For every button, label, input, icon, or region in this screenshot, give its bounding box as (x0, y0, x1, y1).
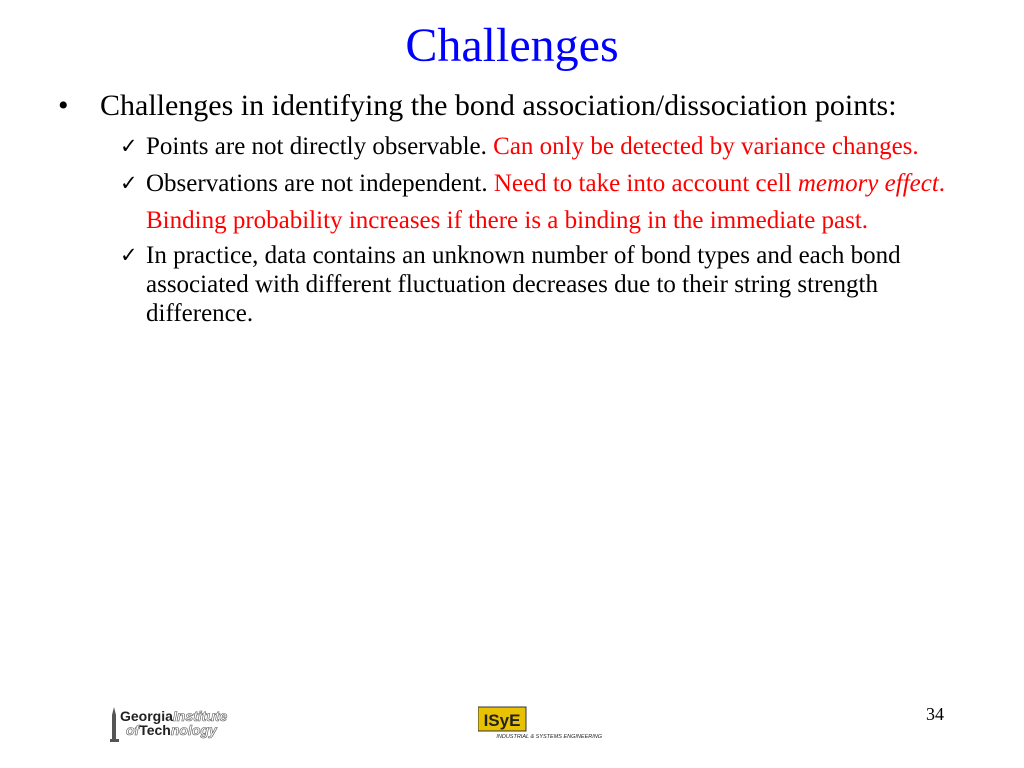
sub-bullet-3-text: In practice, data contains an unknown number of bond types and each bond associated with different fluctuation decreases due to their string strength difference. (146, 242, 901, 327)
sub-bullet-list (58, 128, 978, 328)
logo-institute: Institute (172, 708, 228, 724)
isye-logo (478, 703, 602, 741)
logo-nology: nology (170, 722, 217, 738)
memory-effect-term: memory effect (797, 170, 939, 197)
sub-bullet-3 (120, 241, 978, 328)
slide-content (58, 90, 978, 328)
checkmark-icon: ✓ (120, 134, 138, 158)
logo-of: of (126, 722, 140, 738)
georgia-tech-logo (108, 697, 260, 743)
bullet-marker: • (58, 89, 69, 122)
sub-bullet-1-emphasis: Can only be detected by variance changes. (493, 133, 919, 160)
checkmark-icon: ✓ (120, 243, 138, 267)
sub-bullet-2 (120, 165, 978, 239)
logo-tech: Tech (139, 722, 171, 738)
checkmark-icon: ✓ (120, 171, 138, 195)
sub-bullet-2-emphasis-start: Need to take into account cell (493, 170, 792, 197)
main-bullet-text: Challenges in identifying the bond association/dissociation points: (100, 89, 897, 122)
isye-caption: INDUSTRIAL & SYSTEMS ENGINEERING (496, 734, 602, 740)
main-bullet (58, 90, 978, 122)
page-number: 34 (926, 704, 944, 724)
sub-bullet-1-text: Points are not directly observable. (146, 133, 487, 160)
sub-bullet-1 (120, 128, 978, 165)
logo-georgia: Georgia (120, 708, 173, 724)
sub-bullet-2-emphasis-end: . Binding probability increases if there is a binding in the immediate past. (146, 170, 946, 234)
svg-text:ofTechnology (126, 722, 218, 738)
isye-mark: ISyE (483, 711, 521, 730)
slide-title: Challenges (405, 19, 619, 72)
tech-tower-icon (110, 707, 119, 742)
sub-bullet-2-text: Observations are not independent. (146, 170, 488, 197)
